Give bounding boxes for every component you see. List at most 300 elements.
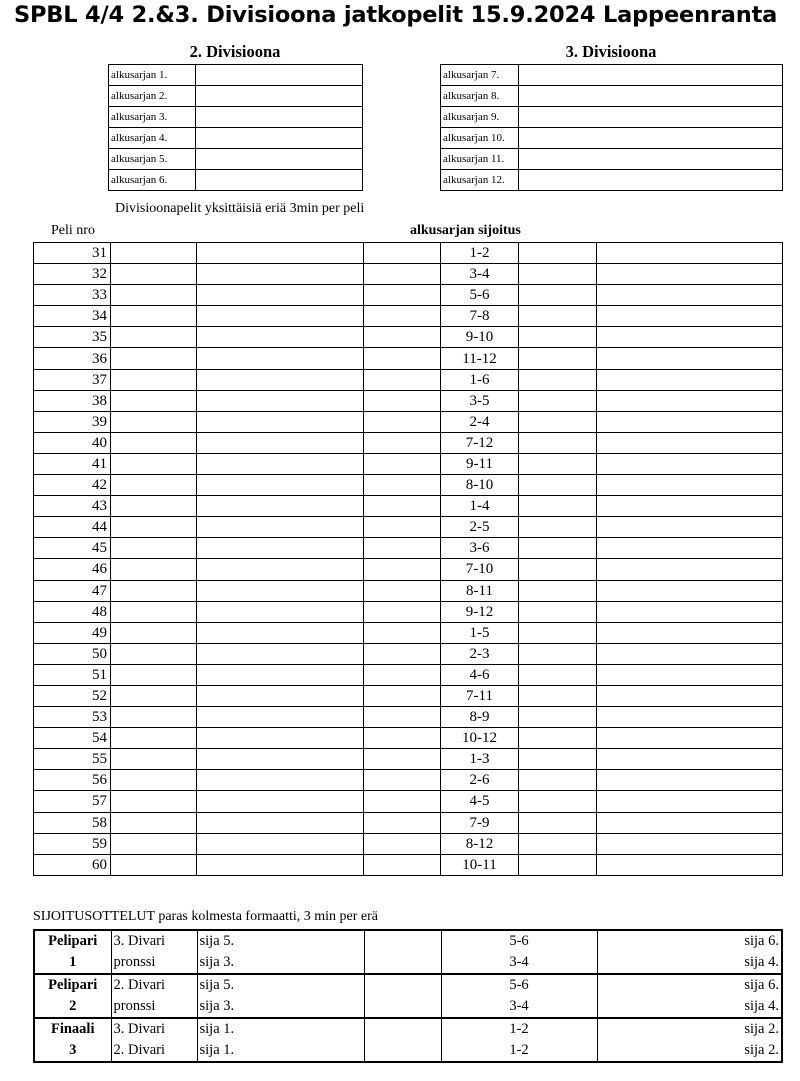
game-cell (597, 728, 783, 749)
game-cell (111, 707, 197, 728)
placement-cell (364, 1018, 441, 1040)
game-cell (519, 812, 597, 833)
division-2-slot-entry (196, 107, 363, 128)
game-seeding: 3-5 (441, 390, 519, 411)
game-cell (364, 517, 441, 538)
game-cell (597, 685, 783, 706)
game-number: 33 (34, 285, 111, 306)
placement-cell (364, 974, 441, 996)
game-row (34, 496, 783, 517)
division-3-slot-entry (519, 149, 783, 170)
game-row (34, 770, 783, 791)
game-cell (197, 453, 364, 474)
game-seeding: 9-11 (441, 453, 519, 474)
game-cell (364, 369, 441, 390)
game-cell (111, 664, 197, 685)
game-cell (597, 770, 783, 791)
game-cell (197, 601, 364, 622)
division-3-slot-label: alkusarjan 7. (441, 65, 519, 86)
game-cell (197, 770, 364, 791)
game-cell (197, 833, 364, 854)
game-cell (364, 643, 441, 664)
game-cell (364, 770, 441, 791)
division-3-slot-row (441, 128, 783, 149)
game-number: 51 (34, 664, 111, 685)
placement-division: pronssi (111, 952, 197, 974)
game-cell (111, 390, 197, 411)
game-cell (197, 538, 364, 559)
game-number: 36 (34, 348, 111, 369)
game-cell (597, 243, 783, 264)
game-cell (519, 327, 597, 348)
game-number: 38 (34, 390, 111, 411)
division-2-slot-label: alkusarjan 6. (109, 170, 196, 191)
games-note: Divisioonapelit yksittäisiä eriä 3min per peli (115, 201, 365, 216)
placement-label: Pelipari (34, 974, 111, 996)
game-seeding: 1-4 (441, 496, 519, 517)
division-2-slot-entry (196, 149, 363, 170)
game-cell (364, 622, 441, 643)
game-cell (597, 707, 783, 728)
game-cell (364, 348, 441, 369)
placement-right-place: sija 6. (597, 974, 782, 996)
game-number: 48 (34, 601, 111, 622)
game-cell (364, 453, 441, 474)
game-seeding: 5-6 (441, 285, 519, 306)
division-3-slot-label: alkusarjan 10. (441, 128, 519, 149)
game-cell (364, 791, 441, 812)
game-cell (364, 306, 441, 327)
game-cell (197, 707, 364, 728)
game-cell (111, 327, 197, 348)
game-seeding: 1-5 (441, 622, 519, 643)
game-cell (364, 432, 441, 453)
game-cell (364, 264, 441, 285)
game-cell (197, 411, 364, 432)
game-cell (197, 854, 364, 875)
game-cell (597, 390, 783, 411)
placement-right-place: sija 4. (597, 996, 782, 1018)
game-cell (519, 475, 597, 496)
game-number: 58 (34, 812, 111, 833)
placement-row (34, 974, 782, 996)
game-cell (519, 348, 597, 369)
game-number: 39 (34, 411, 111, 432)
game-cell (597, 475, 783, 496)
game-row (34, 285, 783, 306)
division-3-slot-entry (519, 107, 783, 128)
game-cell (364, 475, 441, 496)
game-cell (364, 411, 441, 432)
game-cell (519, 643, 597, 664)
division-3-slot-row (441, 149, 783, 170)
game-row (34, 390, 783, 411)
game-number: 46 (34, 559, 111, 580)
game-cell (364, 833, 441, 854)
game-cell (597, 306, 783, 327)
placement-division: 2. Divari (111, 974, 197, 996)
game-cell (597, 453, 783, 474)
page-title: SPBL 4/4 2.&3. Divisioona jatkopelit 15.9.2024 Lappeenranta (14, 2, 778, 28)
game-cell (597, 664, 783, 685)
game-seeding: 1-6 (441, 369, 519, 390)
game-cell (364, 707, 441, 728)
game-cell (597, 812, 783, 833)
game-number: 34 (34, 306, 111, 327)
game-cell (364, 559, 441, 580)
game-cell (197, 622, 364, 643)
placement-seeding: 1-2 (441, 1040, 597, 1062)
game-number: 52 (34, 685, 111, 706)
game-number: 56 (34, 770, 111, 791)
game-cell (597, 643, 783, 664)
game-cell (197, 580, 364, 601)
game-row (34, 432, 783, 453)
division-3-slot-entry (519, 170, 783, 191)
division-2-slot-label: alkusarjan 4. (109, 128, 196, 149)
game-row (34, 475, 783, 496)
game-cell (364, 601, 441, 622)
game-cell (111, 580, 197, 601)
game-number: 50 (34, 643, 111, 664)
game-cell (197, 685, 364, 706)
game-cell (519, 833, 597, 854)
game-cell (111, 728, 197, 749)
game-cell (111, 411, 197, 432)
division-2-slot-label: alkusarjan 1. (109, 65, 196, 86)
division-2-slot-label: alkusarjan 2. (109, 86, 196, 107)
game-cell (197, 559, 364, 580)
game-cell (111, 538, 197, 559)
games-header-seeding: alkusarjan sijoitus (410, 223, 521, 238)
game-cell (111, 643, 197, 664)
division-2-slot-entry (196, 128, 363, 149)
game-cell (519, 559, 597, 580)
game-cell (364, 685, 441, 706)
division-3-slot-label: alkusarjan 11. (441, 149, 519, 170)
placement-cell (364, 930, 441, 952)
game-cell (519, 622, 597, 643)
division-3-slot-entry (519, 65, 783, 86)
game-seeding: 11-12 (441, 348, 519, 369)
placement-row (34, 996, 782, 1018)
division-2-heading: 2. Divisioona (189, 42, 281, 61)
game-cell (597, 432, 783, 453)
division-3-slot-label: alkusarjan 12. (441, 170, 519, 191)
game-seeding: 9-10 (441, 327, 519, 348)
placement-table (33, 929, 783, 1063)
placement-label: 1 (34, 952, 111, 974)
game-cell (597, 538, 783, 559)
game-cell (111, 854, 197, 875)
game-row (34, 264, 783, 285)
game-cell (197, 791, 364, 812)
game-row (34, 664, 783, 685)
game-number: 47 (34, 580, 111, 601)
game-cell (111, 517, 197, 538)
games-header-game-no: Peli nro (51, 223, 95, 238)
division-2-slot-label: alkusarjan 5. (109, 149, 196, 170)
game-number: 53 (34, 707, 111, 728)
game-seeding: 7-12 (441, 432, 519, 453)
game-cell (519, 791, 597, 812)
placement-seeding: 3-4 (441, 996, 597, 1018)
game-row (34, 369, 783, 390)
division-2-table (108, 64, 363, 191)
game-number: 60 (34, 854, 111, 875)
game-cell (197, 264, 364, 285)
game-cell (519, 285, 597, 306)
game-cell (597, 411, 783, 432)
placement-note: SIJOITUSOTTELUT paras kolmesta formaatti, 3 min per erä (33, 909, 378, 924)
placement-row (34, 930, 782, 952)
placement-right-place: sija 6. (597, 930, 782, 952)
division-3-slot-entry (519, 86, 783, 107)
game-cell (111, 496, 197, 517)
placement-row (34, 1018, 782, 1040)
game-seeding: 8-9 (441, 707, 519, 728)
placement-seeding: 5-6 (441, 930, 597, 952)
game-row (34, 580, 783, 601)
placement-division: pronssi (111, 996, 197, 1018)
division-3-table (440, 64, 783, 191)
game-cell (597, 369, 783, 390)
game-seeding: 7-11 (441, 685, 519, 706)
game-row (34, 453, 783, 474)
game-cell (364, 243, 441, 264)
game-cell (597, 264, 783, 285)
games-table (33, 242, 783, 876)
game-seeding: 8-12 (441, 833, 519, 854)
placement-division: 3. Divari (111, 1018, 197, 1040)
game-cell (111, 833, 197, 854)
game-cell (111, 348, 197, 369)
game-seeding: 9-12 (441, 601, 519, 622)
game-cell (519, 538, 597, 559)
game-cell (597, 517, 783, 538)
placement-label: Pelipari (34, 930, 111, 952)
division-3-slot-label: alkusarjan 8. (441, 86, 519, 107)
placement-seeding: 1-2 (441, 1018, 597, 1040)
division-3-slot-row (441, 107, 783, 128)
game-number: 44 (34, 517, 111, 538)
placement-left-place: sija 1. (197, 1040, 364, 1062)
game-cell (197, 285, 364, 306)
game-cell (597, 601, 783, 622)
division-2-slot-entry (196, 86, 363, 107)
placement-division: 2. Divari (111, 1040, 197, 1062)
placement-right-place: sija 2. (597, 1018, 782, 1040)
game-seeding: 10-12 (441, 728, 519, 749)
game-row (34, 707, 783, 728)
placement-cell (364, 996, 441, 1018)
game-cell (364, 285, 441, 306)
game-cell (111, 432, 197, 453)
game-number: 40 (34, 432, 111, 453)
game-cell (197, 664, 364, 685)
placement-row (34, 952, 782, 974)
game-cell (111, 685, 197, 706)
game-cell (197, 812, 364, 833)
game-row (34, 411, 783, 432)
placement-division: 3. Divari (111, 930, 197, 952)
game-row (34, 749, 783, 770)
game-seeding: 8-10 (441, 475, 519, 496)
game-seeding: 4-6 (441, 664, 519, 685)
game-cell (111, 601, 197, 622)
game-cell (197, 496, 364, 517)
placement-left-place: sija 3. (197, 952, 364, 974)
placement-left-place: sija 5. (197, 974, 364, 996)
placement-label: 2 (34, 996, 111, 1018)
game-number: 35 (34, 327, 111, 348)
game-cell (364, 749, 441, 770)
division-2-slot-entry (196, 170, 363, 191)
game-cell (197, 728, 364, 749)
game-row (34, 538, 783, 559)
placement-left-place: sija 1. (197, 1018, 364, 1040)
game-cell (364, 728, 441, 749)
game-cell (111, 475, 197, 496)
division-2-slot-entry (196, 65, 363, 86)
game-cell (519, 749, 597, 770)
game-cell (519, 728, 597, 749)
division-2-slot-row (109, 128, 363, 149)
game-seeding: 3-4 (441, 264, 519, 285)
game-cell (597, 580, 783, 601)
game-row (34, 559, 783, 580)
game-cell (519, 243, 597, 264)
game-cell (597, 749, 783, 770)
game-number: 49 (34, 622, 111, 643)
placement-label: Finaali (34, 1018, 111, 1040)
game-row (34, 327, 783, 348)
game-cell (597, 854, 783, 875)
division-3-heading: 3. Divisioona (565, 42, 657, 61)
game-cell (519, 854, 597, 875)
game-number: 42 (34, 475, 111, 496)
game-cell (364, 538, 441, 559)
game-cell (519, 580, 597, 601)
division-2-slot-row (109, 149, 363, 170)
game-number: 37 (34, 369, 111, 390)
game-seeding: 1-3 (441, 749, 519, 770)
game-cell (197, 390, 364, 411)
game-number: 57 (34, 791, 111, 812)
game-number: 32 (34, 264, 111, 285)
game-cell (111, 306, 197, 327)
game-number: 41 (34, 453, 111, 474)
game-seeding: 8-11 (441, 580, 519, 601)
game-cell (597, 791, 783, 812)
game-cell (197, 327, 364, 348)
game-seeding: 3-6 (441, 538, 519, 559)
game-cell (519, 685, 597, 706)
game-cell (364, 812, 441, 833)
game-cell (364, 327, 441, 348)
game-seeding: 4-5 (441, 791, 519, 812)
placement-left-place: sija 3. (197, 996, 364, 1018)
game-number: 54 (34, 728, 111, 749)
game-seeding: 7-8 (441, 306, 519, 327)
division-3-slot-row (441, 170, 783, 191)
game-number: 43 (34, 496, 111, 517)
game-cell (111, 770, 197, 791)
game-row (34, 812, 783, 833)
game-seeding: 2-3 (441, 643, 519, 664)
game-cell (519, 306, 597, 327)
game-row (34, 685, 783, 706)
game-cell (111, 622, 197, 643)
game-cell (519, 496, 597, 517)
game-cell (111, 285, 197, 306)
game-cell (597, 327, 783, 348)
division-3-slot-row (441, 86, 783, 107)
game-cell (197, 348, 364, 369)
placement-right-place: sija 2. (597, 1040, 782, 1062)
game-seeding: 7-9 (441, 812, 519, 833)
division-3-slot-entry (519, 128, 783, 149)
game-row (34, 306, 783, 327)
game-row (34, 728, 783, 749)
game-cell (519, 411, 597, 432)
game-number: 59 (34, 833, 111, 854)
game-cell (519, 390, 597, 411)
game-seeding: 2-6 (441, 770, 519, 791)
game-row (34, 854, 783, 875)
placement-row (34, 1040, 782, 1062)
game-cell (597, 496, 783, 517)
game-cell (111, 791, 197, 812)
game-cell (197, 369, 364, 390)
division-2-slot-row (109, 65, 363, 86)
game-cell (197, 432, 364, 453)
division-2-slot-label: alkusarjan 3. (109, 107, 196, 128)
game-seeding: 1-2 (441, 243, 519, 264)
division-2-slot-row (109, 107, 363, 128)
game-cell (197, 475, 364, 496)
game-row (34, 791, 783, 812)
game-cell (519, 453, 597, 474)
game-cell (519, 517, 597, 538)
game-cell (111, 369, 197, 390)
game-cell (364, 664, 441, 685)
game-cell (519, 264, 597, 285)
game-cell (364, 496, 441, 517)
game-number: 45 (34, 538, 111, 559)
game-cell (197, 243, 364, 264)
game-cell (519, 432, 597, 453)
placement-seeding: 3-4 (441, 952, 597, 974)
game-number: 55 (34, 749, 111, 770)
placement-label: 3 (34, 1040, 111, 1062)
division-3-slot-label: alkusarjan 9. (441, 107, 519, 128)
game-cell (519, 770, 597, 791)
game-row (34, 348, 783, 369)
game-row (34, 243, 783, 264)
placement-cell (364, 1040, 441, 1062)
game-cell (197, 643, 364, 664)
game-cell (111, 243, 197, 264)
game-seeding: 7-10 (441, 559, 519, 580)
game-row (34, 643, 783, 664)
game-number: 31 (34, 243, 111, 264)
division-2-slot-row (109, 86, 363, 107)
game-cell (597, 285, 783, 306)
game-cell (111, 453, 197, 474)
division-2-slot-row (109, 170, 363, 191)
game-row (34, 833, 783, 854)
